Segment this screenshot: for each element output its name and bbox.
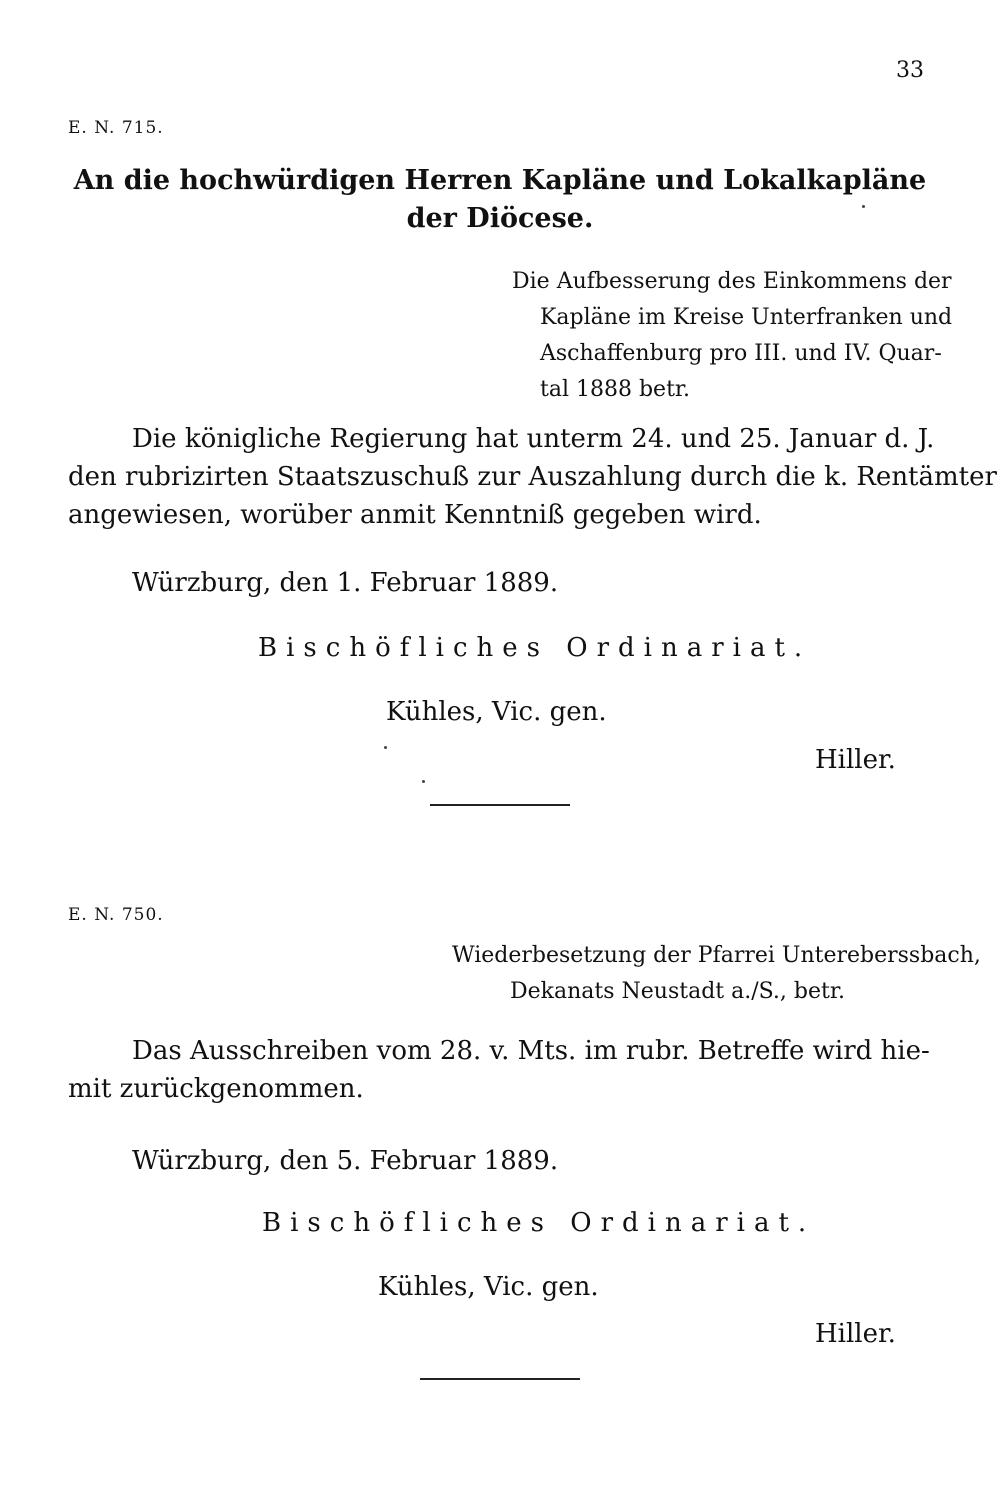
- signer: Kühles, Vic. gen.: [386, 697, 607, 727]
- body-paragraph: [68, 420, 997, 534]
- body-line: Das Ausschreiben vom 28. v. Mts. im rubr. Betreffe wird hie-: [132, 1036, 930, 1066]
- subject-line: tal 1888 betr.: [540, 377, 691, 402]
- countersignature: Hiller.: [815, 1319, 896, 1349]
- body-line: den rubrizirten Staatszuschuß zur Auszahlung durch die k. Rentämter: [68, 462, 997, 492]
- dateline: Würzburg, den 5. Februar 1889.: [132, 1146, 559, 1176]
- reference-number: E. N. 750.: [68, 905, 164, 925]
- body-line: angewiesen, worüber anmit Kenntniß gegeben wird.: [68, 500, 762, 530]
- subject-note: [512, 264, 952, 408]
- countersignature: Hiller.: [815, 745, 896, 775]
- subject-line: Kapläne im Kreise Unterfranken und: [540, 305, 953, 330]
- body-paragraph: [68, 1032, 928, 1108]
- section-divider: [430, 804, 570, 806]
- signer: Kühles, Vic. gen.: [378, 1272, 599, 1302]
- print-speck: [384, 746, 387, 749]
- section-divider: [420, 1378, 580, 1380]
- body-line: mit zurückgenommen.: [68, 1074, 364, 1104]
- body-line: Die königliche Regierung hat unterm 24. und 25. Januar d. J.: [132, 424, 935, 454]
- issuing-office: Bischöfliches Ordinariat.: [262, 1208, 816, 1238]
- section-heading: [60, 162, 940, 238]
- heading-line: der Diöcese.: [406, 203, 594, 234]
- dateline: Würzburg, den 1. Februar 1889.: [132, 568, 559, 598]
- subject-note: [452, 938, 981, 1010]
- issuing-office: Bischöfliches Ordinariat.: [258, 633, 812, 663]
- subject-line: Dekanats Neustadt a./S., betr.: [510, 979, 845, 1004]
- subject-line: Wiederbesetzung der Pfarrei Untereberssbach,: [452, 943, 981, 968]
- reference-number: E. N. 715.: [68, 118, 164, 138]
- subject-line: Die Aufbesserung des Einkommens der: [512, 269, 952, 294]
- subject-line: Aschaffenburg pro III. und IV. Quar-: [540, 341, 942, 366]
- print-speck: [862, 205, 865, 208]
- print-speck: [422, 780, 425, 783]
- heading-line: An die hochwürdigen Herren Kapläne und Lokalkapläne: [73, 165, 927, 196]
- page-number: 33: [896, 58, 924, 83]
